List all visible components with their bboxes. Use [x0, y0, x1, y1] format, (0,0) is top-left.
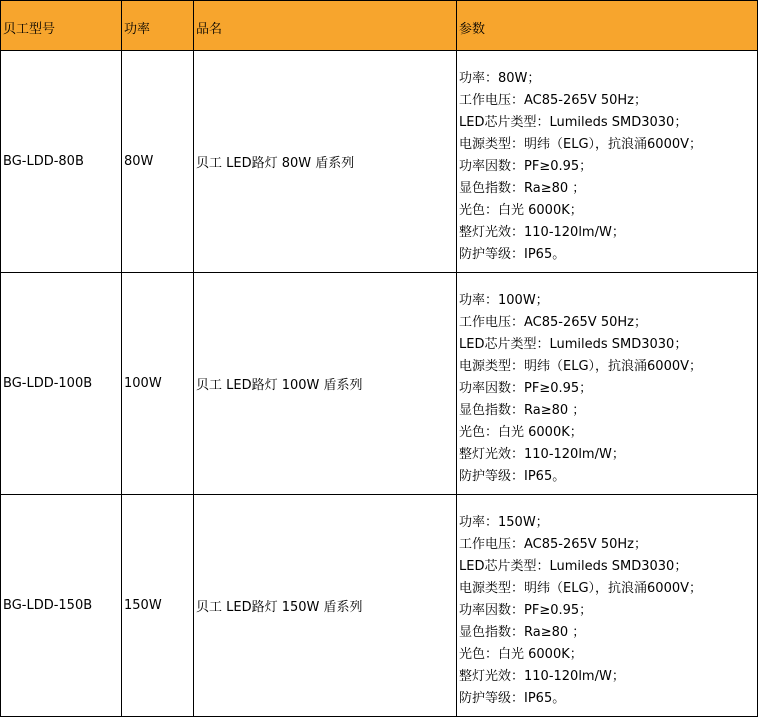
cell-name: 贝工 LED路灯 80W 盾系列 — [194, 51, 457, 273]
cell-model: BG-LDD-100B — [1, 273, 122, 495]
table-row — [1, 273, 758, 495]
cell-params — [457, 495, 758, 717]
param-line: 功率因数：PF≥0.95； — [459, 159, 593, 174]
header-power: 功率 — [122, 1, 194, 51]
table-body — [1, 51, 758, 717]
param-line: 光色：白光 6000K； — [459, 203, 583, 218]
param-line: 防护等级：IP65。 — [459, 247, 566, 262]
header-model: 贝工型号 — [1, 1, 122, 51]
param-line: 防护等级：IP65。 — [459, 469, 566, 484]
param-line: 工作电压：AC85-265V 50Hz； — [459, 315, 647, 330]
table-header — [1, 1, 758, 51]
param-line: LED芯片类型：Lumileds SMD3030； — [459, 115, 688, 130]
header-name: 品名 — [194, 1, 457, 51]
param-line: 防护等级：IP65。 — [459, 691, 566, 706]
param-line: 工作电压：AC85-265V 50Hz； — [459, 93, 647, 108]
cell-power: 80W — [122, 51, 194, 273]
cell-params — [457, 273, 758, 495]
param-line: 整灯光效：110-120lm/W； — [459, 669, 625, 684]
param-line: 功率：150W； — [459, 515, 549, 530]
param-line: 功率：80W； — [459, 71, 541, 86]
param-line: 功率因数：PF≥0.95； — [459, 381, 593, 396]
param-line: 光色：白光 6000K； — [459, 425, 583, 440]
param-line: 电源类型：明纬（ELG），抗浪涌6000V； — [459, 359, 703, 374]
cell-power: 100W — [122, 273, 194, 495]
param-line: 显色指数：Ra≥80 ； — [459, 403, 586, 418]
cell-name: 贝工 LED路灯 150W 盾系列 — [194, 495, 457, 717]
param-line: 显色指数：Ra≥80 ； — [459, 625, 586, 640]
cell-power: 150W — [122, 495, 194, 717]
param-line: 工作电压：AC85-265V 50Hz； — [459, 537, 647, 552]
cell-name: 贝工 LED路灯 100W 盾系列 — [194, 273, 457, 495]
table-row — [1, 495, 758, 717]
cell-model: BG-LDD-150B — [1, 495, 122, 717]
param-line: LED芯片类型：Lumileds SMD3030； — [459, 337, 688, 352]
param-line: 功率：100W； — [459, 293, 549, 308]
param-line: 电源类型：明纬（ELG），抗浪涌6000V； — [459, 581, 703, 596]
param-line: 功率因数：PF≥0.95； — [459, 603, 593, 618]
param-line: 整灯光效：110-120lm/W； — [459, 447, 625, 462]
cell-params — [457, 51, 758, 273]
param-line: 显色指数：Ra≥80 ； — [459, 181, 586, 196]
param-line: 光色：白光 6000K； — [459, 647, 583, 662]
param-line: 电源类型：明纬（ELG），抗浪涌6000V； — [459, 137, 703, 152]
cell-model: BG-LDD-80B — [1, 51, 122, 273]
param-line: LED芯片类型：Lumileds SMD3030； — [459, 559, 688, 574]
header-row — [1, 1, 758, 51]
header-params: 参数 — [457, 1, 758, 51]
param-line: 整灯光效：110-120lm/W； — [459, 225, 625, 240]
table-row — [1, 51, 758, 273]
